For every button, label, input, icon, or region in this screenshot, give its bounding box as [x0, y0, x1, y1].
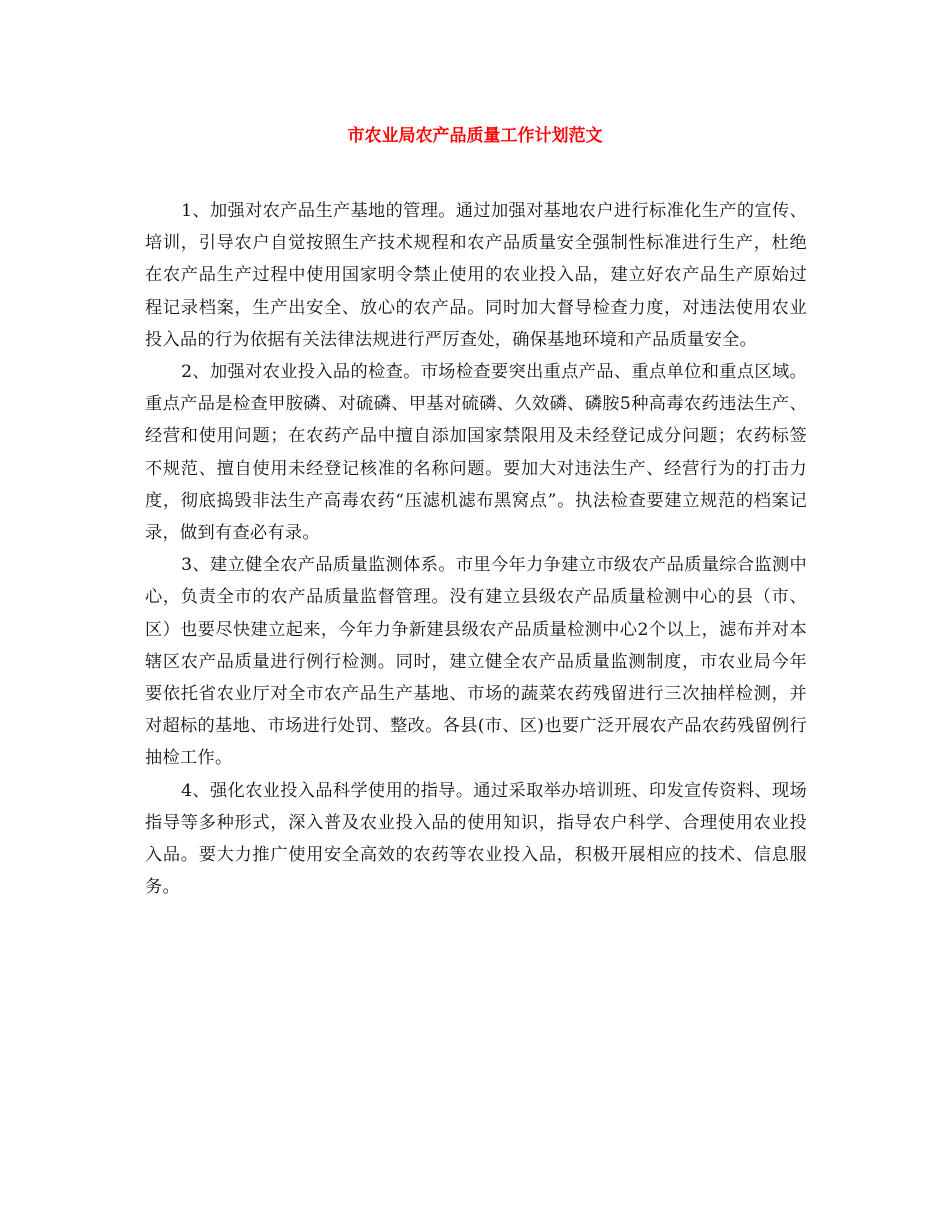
document-title: 市农业局农产品质量工作计划范文 [347, 126, 603, 146]
paragraph-1: 1、加强对农产品生产基地的管理。通过加强对基地农户进行标准化生产的宣传、培训，引导农户自觉按照生产技术规程和农产品质量安全强制性标准进行生产，杜绝在农产品生产过程中使用国家明令禁止使用的农业投入品，建立好农产品生产原始过程记录档案，生产出安全、放心的农产品。同时加大督导检查力度，对违法使用农业投入品的行为依据有关法律法规进行严厉查处，确保基地环境和产品质量安全。 [145, 201, 807, 350]
paragraph-4: 4、强化农业投入品科学使用的指导。通过采取举办培训班、印发宣传资料、现场指导等多种形式，深入普及农业投入品的使用知识，指导农户科学、合理使用农业投入品。要大力推广使用安全高效的农药等农业投入品，积极开展相应的技术、信息服务。 [145, 780, 807, 898]
paragraph-2: 2、加强对农业投入品的检查。市场检查要突出重点产品、重点单位和重点区域。重点产品是检查甲胺磷、对硫磷、甲基对硫磷、久效磷、磷胺5种高毒农药违法生产、经营和使用问题；在农药产品中擅自添加国家禁限用及未经登记成分问题；农药标签不规范、擅自使用未经登记核准的名称问题。要加大对违法生产、经营行为的打击力度，彻底捣毁非法生产高毒农药“压滤机滤布黑窝点”。执法检查要建立规范的档案记录，做到有查必有录。 [145, 362, 807, 544]
document-body [145, 195, 807, 903]
paragraph-3: 3、建立健全农产品质量监测体系。市里今年力争建立市级农产品质量综合监测中心，负责全市的农产品质量监督管理。没有建立县级农产品质量检测中心的县（市、区）也要尽快建立起来，今年力争新建县级农产品质量检测中心2个以上，滤布并对本辖区农产品质量进行例行检测。同时，建立健全农产品质量监测制度，市农业局今年要依托省农业厅对全市农产品生产基地、市场的蔬菜农药残留进行三次抽样检测，并对超标的基地、市场进行处罚、整改。各县(市、区)也要广泛开展农产品农药残留例行抽检工作。 [145, 555, 807, 769]
